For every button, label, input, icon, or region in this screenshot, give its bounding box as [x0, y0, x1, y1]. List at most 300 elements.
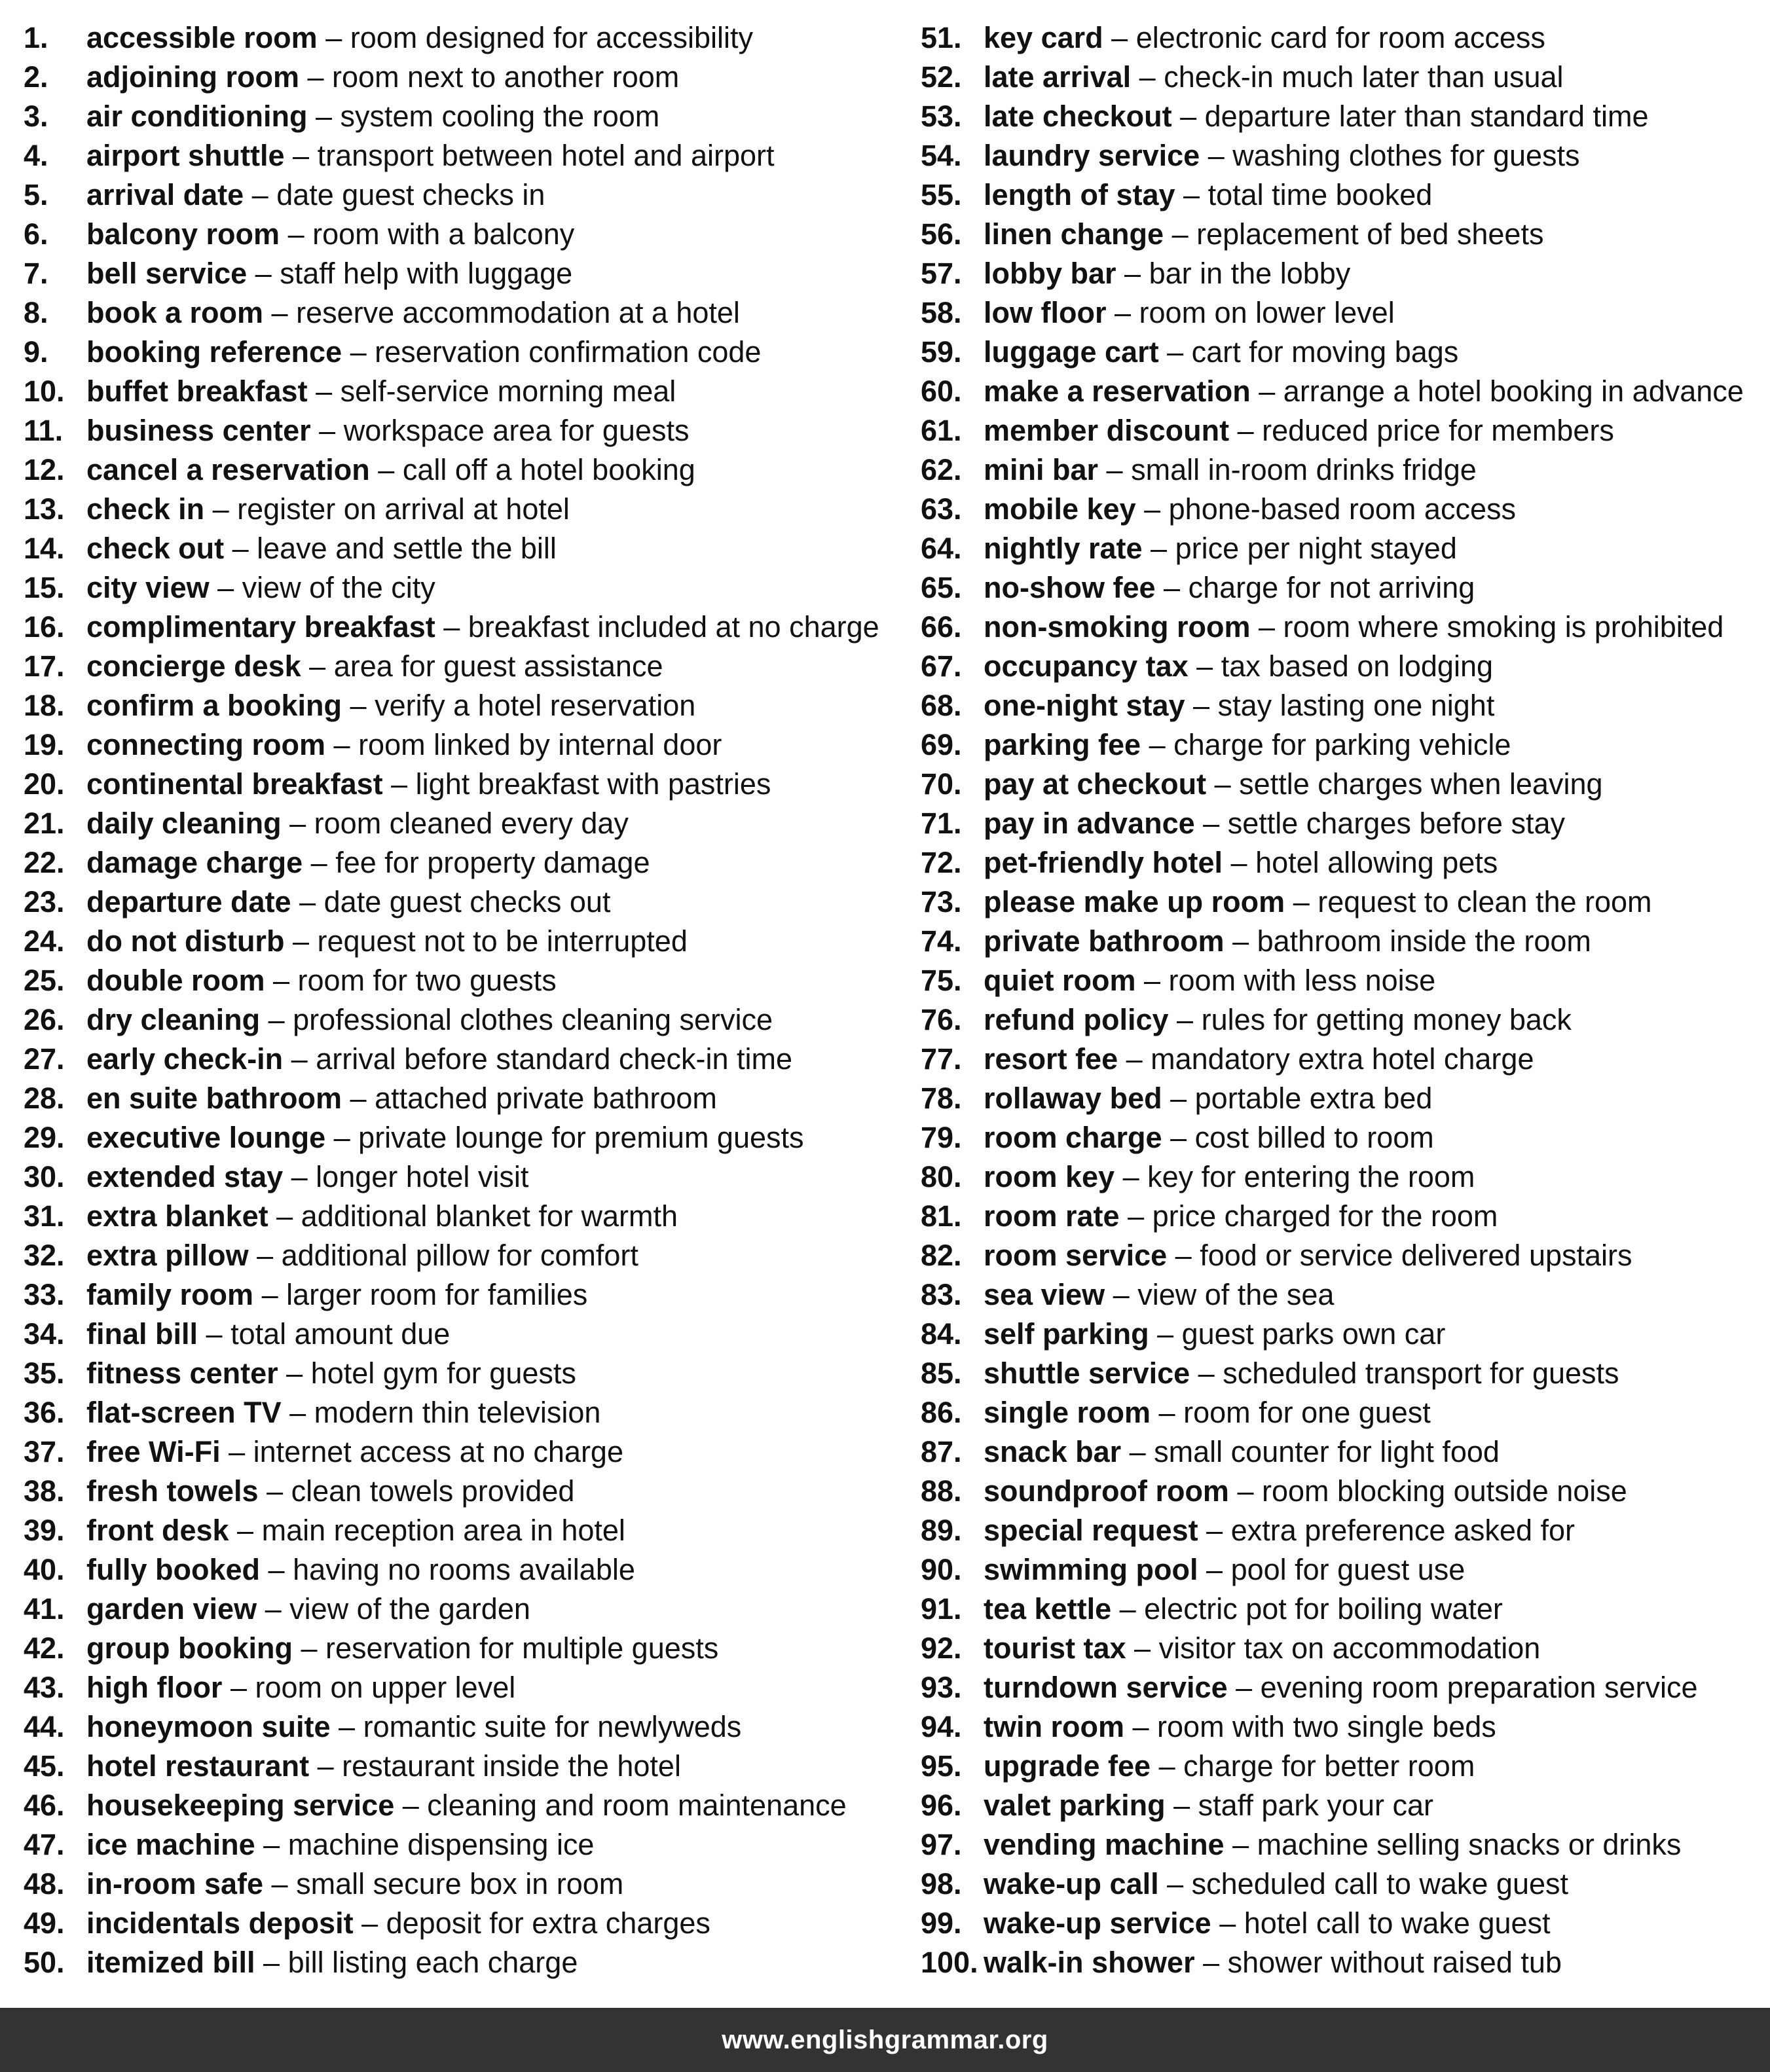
entry-term: concierge desk	[86, 649, 301, 683]
entry-term: fresh towels	[86, 1474, 259, 1508]
entry-definition: key for entering the room	[1147, 1160, 1475, 1193]
entry-number: 58.	[921, 296, 962, 329]
vocabulary-entry	[921, 1786, 1765, 1825]
entry-number: 12.	[24, 453, 65, 486]
entry-term: balcony room	[86, 217, 280, 251]
entry-definition: room where smoking is prohibited	[1283, 610, 1724, 644]
entry-term: continental breakfast	[86, 767, 383, 801]
entry-term: tea kettle	[984, 1592, 1112, 1626]
vocabulary-entry	[921, 647, 1765, 686]
entry-separator: –	[342, 689, 375, 722]
entry-definition: workspace area for guests	[343, 414, 690, 447]
entry-number: 24.	[24, 924, 65, 958]
entry-separator: –	[369, 453, 403, 486]
entry-definition: room linked by internal door	[358, 728, 722, 761]
entry-number: 85.	[921, 1356, 962, 1390]
entry-separator: –	[263, 296, 297, 329]
entry-separator: –	[255, 1946, 288, 1979]
vocabulary-entry	[921, 1472, 1765, 1511]
vocabulary-entry	[921, 1825, 1765, 1864]
entry-term: vending machine	[984, 1828, 1225, 1861]
entry-separator: –	[1115, 1160, 1148, 1193]
entry-separator: –	[325, 1121, 359, 1154]
entry-definition: attached private bathroom	[375, 1081, 717, 1115]
entry-definition: staff help with luggage	[280, 257, 573, 290]
entry-definition: total time booked	[1208, 178, 1433, 211]
entry-separator: –	[1223, 846, 1256, 879]
vocabulary-entry	[921, 1157, 1765, 1197]
entry-number: 34.	[24, 1317, 65, 1351]
entry-definition: price per night stayed	[1175, 532, 1457, 565]
entry-definition: deposit for extra charges	[386, 1906, 710, 1940]
footer-website-link[interactable]: www.englishgrammar.org	[722, 2025, 1048, 2054]
entry-separator: –	[1111, 1592, 1145, 1626]
entry-term: early check-in	[86, 1042, 284, 1076]
entry-number: 86.	[921, 1396, 962, 1429]
entry-term: refund policy	[984, 1003, 1169, 1036]
vocabulary-entry	[24, 136, 901, 175]
entry-number: 59.	[921, 335, 962, 369]
entry-term: self parking	[984, 1317, 1149, 1351]
entry-separator: –	[257, 1592, 290, 1626]
entry-term: twin room	[984, 1710, 1124, 1743]
vocabulary-entry	[921, 293, 1765, 333]
entry-number: 70.	[921, 767, 962, 801]
entry-separator: –	[1165, 1789, 1198, 1822]
entry-separator: –	[220, 1435, 253, 1468]
vocabulary-entry	[24, 58, 901, 97]
entry-term: damage charge	[86, 846, 303, 879]
entry-separator: –	[303, 846, 336, 879]
entry-number: 18.	[24, 689, 65, 722]
entry-number: 27.	[24, 1042, 65, 1076]
entry-definition: call off a hotel booking	[402, 453, 695, 486]
entry-separator: –	[1106, 296, 1139, 329]
vocabulary-entry	[24, 686, 901, 725]
entry-separator: –	[307, 374, 341, 408]
vocabulary-entry	[24, 1157, 901, 1197]
entry-term: air conditioning	[86, 100, 308, 133]
entry-separator: –	[342, 335, 375, 369]
entry-number: 88.	[921, 1474, 962, 1508]
entry-number: 90.	[921, 1553, 962, 1586]
entry-number: 66.	[921, 610, 962, 644]
entry-number: 83.	[921, 1278, 962, 1311]
entry-number: 10.	[24, 374, 65, 408]
entry-separator: –	[292, 1631, 325, 1665]
vocabulary-entry	[24, 215, 901, 254]
entry-definition: room cleaned every day	[314, 807, 629, 840]
entry-term: tourist tax	[984, 1631, 1126, 1665]
vocabulary-entry	[921, 254, 1765, 293]
entry-term: late checkout	[984, 100, 1172, 133]
entry-term: business center	[86, 414, 311, 447]
entry-term: booking reference	[86, 335, 342, 369]
entry-term: extra pillow	[86, 1239, 249, 1272]
entry-number: 42.	[24, 1631, 65, 1665]
entry-number: 33.	[24, 1278, 65, 1311]
vocabulary-entry	[921, 490, 1765, 529]
entry-separator: –	[1190, 1356, 1223, 1390]
entry-definition: room next to another room	[332, 60, 680, 94]
vocabulary-entry	[24, 1511, 901, 1550]
entry-separator: –	[330, 1710, 363, 1743]
entry-term: in-room safe	[86, 1867, 264, 1900]
entry-number: 63.	[921, 492, 962, 526]
entry-separator: –	[1167, 1239, 1200, 1272]
entry-definition: system cooling the room	[340, 100, 660, 133]
entry-number: 9.	[24, 335, 48, 369]
entry-term: housekeeping service	[86, 1789, 395, 1822]
entry-term: upgrade fee	[984, 1749, 1151, 1783]
entry-number: 62.	[921, 453, 962, 486]
entry-separator: –	[222, 1671, 255, 1704]
entry-number: 52.	[921, 60, 962, 94]
entry-definition: additional blanket for warmth	[301, 1199, 678, 1233]
vocabulary-entry	[24, 1118, 901, 1157]
entry-definition: area for guest assistance	[333, 649, 663, 683]
vocabulary-entry	[921, 1236, 1765, 1275]
entry-definition: arrange a hotel booking in advance	[1283, 374, 1744, 408]
entry-number: 39.	[24, 1514, 65, 1547]
entry-term: ice machine	[86, 1828, 255, 1861]
entry-term: single room	[984, 1396, 1151, 1429]
entry-separator: –	[1224, 924, 1257, 958]
entry-separator: –	[342, 1081, 375, 1115]
entry-number: 51.	[921, 21, 962, 54]
entry-number: 72.	[921, 846, 962, 879]
entry-term: key card	[984, 21, 1103, 54]
entry-definition: romantic suite for newlyweds	[363, 1710, 742, 1743]
entry-separator: –	[224, 532, 257, 565]
entry-term: swimming pool	[984, 1553, 1198, 1586]
vocabulary-entry	[921, 1747, 1765, 1786]
vocabulary-entry	[921, 1432, 1765, 1472]
entry-term: free Wi-Fi	[86, 1435, 221, 1468]
vocabulary-entry	[921, 1079, 1765, 1118]
vocabulary-entry	[921, 765, 1765, 804]
entry-definition: evening room preparation service	[1260, 1671, 1698, 1704]
vocabulary-entry	[24, 765, 901, 804]
entry-definition: reduced price for members	[1262, 414, 1614, 447]
entry-term: double room	[86, 964, 265, 997]
entry-number: 46.	[24, 1789, 65, 1822]
entry-separator: –	[1103, 21, 1136, 54]
vocabulary-entry	[24, 175, 901, 215]
entry-number: 61.	[921, 414, 962, 447]
entry-term: late arrival	[984, 60, 1132, 94]
entry-definition: hotel call to wake guest	[1244, 1906, 1551, 1940]
vocabulary-entry	[921, 1315, 1765, 1354]
entry-separator: –	[1198, 1553, 1231, 1586]
vocabulary-entry	[24, 843, 901, 882]
vocabulary-entry	[921, 215, 1765, 254]
entry-term: valet parking	[984, 1789, 1166, 1822]
entry-separator: –	[284, 924, 318, 958]
vocabulary-entry	[24, 1864, 901, 1904]
vocabulary-entry	[921, 1550, 1765, 1590]
entry-separator: –	[1155, 571, 1189, 604]
entry-separator: –	[1229, 414, 1263, 447]
vocabulary-entry	[921, 922, 1765, 961]
entry-term: walk-in shower	[984, 1946, 1195, 1979]
entry-number: 89.	[921, 1514, 962, 1547]
entry-definition: guest parks own car	[1181, 1317, 1446, 1351]
entry-definition: scheduled call to wake guest	[1191, 1867, 1569, 1900]
entry-separator: –	[317, 21, 350, 54]
entry-separator: –	[291, 885, 324, 918]
entry-separator: –	[263, 1867, 297, 1900]
entry-definition: request not to be interrupted	[317, 924, 688, 958]
entry-term: room charge	[984, 1121, 1162, 1154]
vocabulary-entry	[921, 372, 1765, 411]
entry-definition: scheduled transport for guests	[1223, 1356, 1619, 1390]
entry-number: 73.	[921, 885, 962, 918]
vocabulary-entry	[24, 1197, 901, 1236]
entry-separator: –	[1175, 178, 1208, 211]
entry-separator: –	[301, 649, 334, 683]
entry-separator: –	[1135, 964, 1169, 997]
entry-term: final bill	[86, 1317, 198, 1351]
entry-number: 92.	[921, 1631, 962, 1665]
entry-separator: –	[1131, 60, 1164, 94]
entry-separator: –	[382, 767, 416, 801]
entry-number: 76.	[921, 1003, 962, 1036]
entry-definition: private lounge for premium guests	[358, 1121, 804, 1154]
entry-definition: view of the city	[242, 571, 435, 604]
vocabulary-entry	[24, 450, 901, 490]
entry-definition: stay lasting one night	[1217, 689, 1495, 722]
entry-number: 69.	[921, 728, 962, 761]
entry-separator: –	[1098, 453, 1132, 486]
entry-number: 14.	[24, 532, 65, 565]
entry-term: luggage cart	[984, 335, 1159, 369]
entry-definition: settle charges when leaving	[1239, 767, 1603, 801]
vocabulary-entry	[921, 961, 1765, 1000]
entry-definition: room with a balcony	[312, 217, 575, 251]
entry-term: linen change	[984, 217, 1164, 251]
vocabulary-entry	[921, 1040, 1765, 1079]
entry-term: departure date	[86, 885, 291, 918]
entry-definition: date guest checks out	[323, 885, 611, 918]
entry-number: 26.	[24, 1003, 65, 1036]
vocabulary-entry	[921, 1864, 1765, 1904]
vocabulary-entry	[24, 1904, 901, 1943]
entry-definition: staff park your car	[1198, 1789, 1433, 1822]
vocabulary-entry	[24, 1472, 901, 1511]
vocabulary-list	[0, 18, 1770, 1995]
entry-definition: restaurant inside the hotel	[342, 1749, 681, 1783]
entry-term: front desk	[86, 1514, 229, 1547]
entry-definition: date guest checks in	[276, 178, 545, 211]
entry-term: complimentary breakfast	[86, 610, 435, 644]
entry-definition: view of the garden	[289, 1592, 530, 1626]
entry-separator: –	[247, 257, 280, 290]
vocabulary-entry	[921, 529, 1765, 568]
entry-definition: charge for parking vehicle	[1173, 728, 1511, 761]
entry-number: 7.	[24, 257, 48, 290]
entry-term: daily cleaning	[86, 807, 282, 840]
entry-number: 29.	[24, 1121, 65, 1154]
entry-number: 57.	[921, 257, 962, 290]
entry-definition: food or service delivered upstairs	[1200, 1239, 1632, 1272]
entry-definition: internet access at no charge	[253, 1435, 623, 1468]
entry-term: bell service	[86, 257, 248, 290]
vocabulary-entry	[24, 1393, 901, 1432]
entry-number: 21.	[24, 807, 65, 840]
entry-separator: –	[283, 1042, 316, 1076]
vocabulary-entry	[24, 961, 901, 1000]
entry-number: 71.	[921, 807, 962, 840]
vocabulary-entry	[24, 647, 901, 686]
entry-number: 96.	[921, 1789, 962, 1822]
entry-number: 22.	[24, 846, 65, 879]
entry-number: 98.	[921, 1867, 962, 1900]
entry-number: 79.	[921, 1121, 962, 1154]
entry-term: executive lounge	[86, 1121, 326, 1154]
entry-term: extra blanket	[86, 1199, 268, 1233]
entry-number: 15.	[24, 571, 65, 604]
entry-number: 54.	[921, 139, 962, 172]
vocabulary-entry	[24, 1079, 901, 1118]
entry-separator: –	[284, 139, 318, 172]
vocabulary-entry	[921, 333, 1765, 372]
entry-term: shuttle service	[984, 1356, 1190, 1390]
entry-term: member discount	[984, 414, 1230, 447]
vocabulary-column-left	[24, 18, 901, 1982]
entry-separator: –	[299, 60, 333, 94]
vocabulary-entry	[24, 1000, 901, 1040]
entry-term: honeymoon suite	[86, 1710, 331, 1743]
vocabulary-entry	[921, 18, 1765, 58]
entry-definition: small in-room drinks fridge	[1131, 453, 1477, 486]
entry-separator: –	[229, 1514, 262, 1547]
vocabulary-entry	[24, 1315, 901, 1354]
entry-separator: –	[268, 1199, 301, 1233]
entry-definition: self-service morning meal	[340, 374, 676, 408]
entry-definition: room blocking outside noise	[1262, 1474, 1627, 1508]
entry-term: snack bar	[984, 1435, 1122, 1468]
entry-separator: –	[1224, 1828, 1257, 1861]
entry-separator: –	[1141, 728, 1174, 761]
entry-number: 82.	[921, 1239, 962, 1272]
entry-separator: –	[1124, 1710, 1158, 1743]
vocabulary-entry	[24, 372, 901, 411]
vocabulary-entry	[24, 1786, 901, 1825]
entry-definition: view of the sea	[1137, 1278, 1335, 1311]
entry-separator: –	[1142, 532, 1175, 565]
entry-definition: cart for moving bags	[1191, 335, 1459, 369]
entry-number: 55.	[921, 178, 962, 211]
entry-definition: longer hotel visit	[316, 1160, 529, 1193]
entry-term: dry cleaning	[86, 1003, 261, 1036]
entry-number: 37.	[24, 1435, 65, 1468]
entry-number: 91.	[921, 1592, 962, 1626]
entry-definition: room with less noise	[1168, 964, 1436, 997]
entry-definition: total amount due	[230, 1317, 451, 1351]
entry-separator: –	[1228, 1474, 1262, 1508]
entry-definition: pool for guest use	[1230, 1553, 1466, 1586]
entry-number: 80.	[921, 1160, 962, 1193]
entry-definition: bathroom inside the room	[1257, 924, 1591, 958]
entry-separator: –	[281, 807, 314, 840]
entry-number: 40.	[24, 1553, 65, 1586]
entry-term: adjoining room	[86, 60, 299, 94]
entry-separator: –	[1151, 1749, 1184, 1783]
entry-number: 64.	[921, 532, 962, 565]
entry-definition: fee for property damage	[335, 846, 650, 879]
vocabulary-entry	[921, 843, 1765, 882]
vocabulary-entry	[24, 1040, 901, 1079]
entry-definition: washing clothes for guests	[1232, 139, 1580, 172]
entry-definition: additional pillow for comfort	[281, 1239, 638, 1272]
vocabulary-entry	[921, 175, 1765, 215]
entry-term: arrival date	[86, 178, 244, 211]
entry-term: please make up room	[984, 885, 1285, 918]
entry-term: non-smoking room	[984, 610, 1251, 644]
entry-definition: charge for not arriving	[1188, 571, 1475, 604]
entry-separator: –	[260, 1003, 293, 1036]
entry-separator: –	[1171, 100, 1205, 133]
entry-separator: –	[260, 1553, 293, 1586]
entry-definition: replacement of bed sheets	[1196, 217, 1544, 251]
entry-number: 84.	[921, 1317, 962, 1351]
entry-separator: –	[255, 1828, 288, 1861]
entry-definition: verify a hotel reservation	[375, 689, 696, 722]
entry-separator: –	[278, 1356, 311, 1390]
vocabulary-entry	[921, 1275, 1765, 1315]
vocabulary-entry	[921, 804, 1765, 843]
entry-separator: –	[1168, 1003, 1202, 1036]
vocabulary-entry	[24, 1432, 901, 1472]
entry-definition: room for one guest	[1183, 1396, 1431, 1429]
entry-number: 2.	[24, 60, 48, 94]
vocabulary-entry	[921, 608, 1765, 647]
vocabulary-entry	[921, 450, 1765, 490]
entry-number: 94.	[921, 1710, 962, 1743]
entry-separator: –	[1158, 1867, 1192, 1900]
entry-definition: room on upper level	[255, 1671, 516, 1704]
entry-number: 13.	[24, 492, 65, 526]
entry-number: 50.	[24, 1946, 65, 1979]
entry-number: 20.	[24, 767, 65, 801]
entry-number: 60.	[921, 374, 962, 408]
entry-term: mini bar	[984, 453, 1099, 486]
vocabulary-entry	[24, 490, 901, 529]
vocabulary-entry	[24, 922, 901, 961]
vocabulary-entry	[24, 1275, 901, 1315]
entry-term: pay at checkout	[984, 767, 1207, 801]
vocabulary-entry	[921, 1590, 1765, 1629]
entry-term: airport shuttle	[86, 139, 285, 172]
entry-term: extended stay	[86, 1160, 284, 1193]
entry-number: 97.	[921, 1828, 962, 1861]
vocabulary-entry	[24, 1707, 901, 1747]
entry-term: sea view	[984, 1278, 1105, 1311]
vocabulary-entry	[24, 1550, 901, 1590]
entry-definition: room for two guests	[297, 964, 557, 997]
entry-definition: having no rooms available	[293, 1553, 635, 1586]
entry-definition: hotel allowing pets	[1255, 846, 1498, 879]
entry-term: confirm a booking	[86, 689, 342, 722]
entry-definition: check-in much later than usual	[1164, 60, 1564, 94]
entry-term: resort fee	[984, 1042, 1118, 1076]
entry-term: parking fee	[984, 728, 1141, 761]
entry-number: 19.	[24, 728, 65, 761]
vocabulary-entry	[921, 1393, 1765, 1432]
entry-number: 38.	[24, 1474, 65, 1508]
entry-term: rollaway bed	[984, 1081, 1162, 1115]
